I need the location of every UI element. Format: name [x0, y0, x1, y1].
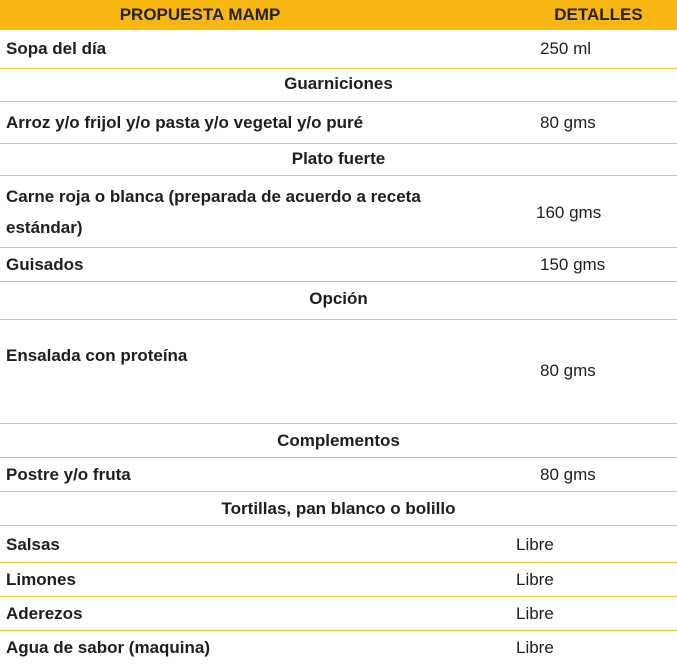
table-row-sopa: [0, 30, 677, 69]
row-label: Limones: [6, 570, 76, 589]
table-row-arroz: [0, 102, 677, 144]
row-value: Libre: [516, 535, 554, 554]
table-row-carne: [0, 176, 677, 248]
section-opcion: [0, 282, 677, 320]
row-label-line1: Carne roja o blanca (preparada de acuerdo a receta: [6, 187, 421, 206]
section-title: Tortillas, pan blanco o bolillo: [221, 499, 456, 518]
row-value: Libre: [516, 570, 554, 589]
table-row-ensalada: [0, 320, 677, 424]
row-label: Aderezos: [6, 604, 83, 623]
table-row-salsas: [0, 526, 677, 563]
table-header: [0, 0, 677, 30]
row-value: 250 ml: [540, 39, 592, 58]
row-value: 160 gms: [536, 203, 602, 222]
row-value: Libre: [516, 638, 554, 657]
row-value: 80 gms: [540, 113, 596, 132]
section-tortillas: [0, 492, 677, 526]
row-value: 150 gms: [540, 255, 606, 274]
section-plato-fuerte: [0, 144, 677, 176]
header-col-detalles: DETALLES: [554, 5, 643, 24]
table-row-guisados: [0, 248, 677, 282]
row-label: Ensalada con proteína: [6, 346, 188, 365]
row-label: Agua de sabor (maquina): [6, 638, 211, 657]
row-label-line2: estándar): [6, 218, 83, 237]
table-row-aderezos: [0, 597, 677, 631]
row-label: Sopa del día: [6, 39, 107, 58]
section-title: Plato fuerte: [291, 149, 386, 168]
section-guarniciones: [0, 69, 677, 102]
row-value: Libre: [516, 604, 554, 623]
row-label: Arroz y/o frijol y/o pasta y/o vegetal y/o puré: [6, 113, 364, 132]
table-row-postre: [0, 458, 677, 492]
row-label: Guisados: [6, 255, 84, 274]
table-row-agua: [0, 631, 677, 666]
header-col-propuesta: PROPUESTA MAMP: [119, 5, 281, 24]
section-complementos: [0, 424, 677, 458]
section-title: Guarniciones: [284, 74, 393, 93]
section-title: Opción: [309, 289, 368, 308]
row-label: Salsas: [6, 535, 60, 554]
table-row-limones: [0, 563, 677, 597]
section-title: Complementos: [277, 431, 400, 450]
row-label: Postre y/o fruta: [6, 465, 131, 484]
row-value: 80 gms: [540, 361, 596, 380]
row-value: 80 gms: [540, 465, 596, 484]
